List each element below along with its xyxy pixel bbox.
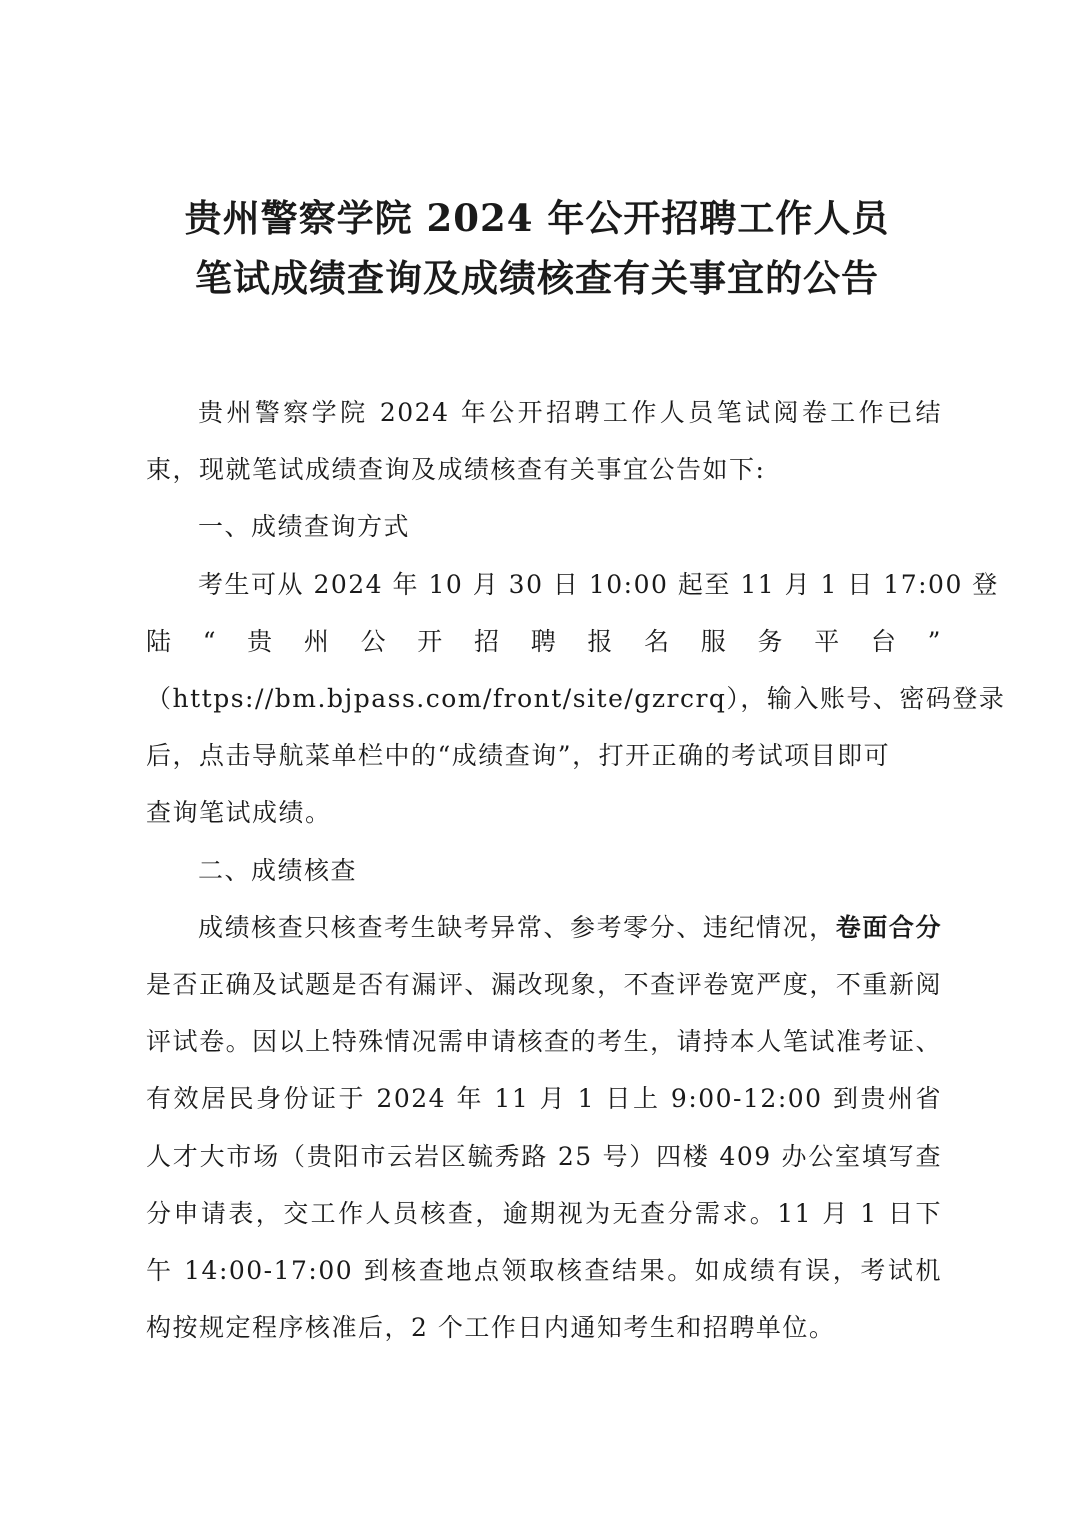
section1-line2-char: 州 [303, 626, 331, 656]
section1-line2-char: 聘 [530, 626, 558, 656]
section1-line2-char: ” [927, 626, 942, 656]
section1-line2 [146, 613, 942, 670]
document-body [146, 384, 1006, 1356]
section2-heading: 二、成绩核查 [198, 855, 358, 885]
section1-line2-char: 开 [417, 626, 444, 656]
section1-line3: （https://bm.bjpass.com/front/site/gzrcrq），输入账号、密码登录 [146, 684, 1006, 714]
section1-line2-char: 招 [473, 626, 501, 656]
section2-paragraph [146, 899, 942, 1357]
document-title-line1: 贵州警察学院 2024 年公开招聘工作人员 [184, 196, 890, 240]
section1-line2-char: 公 [360, 626, 388, 656]
section1-line4: 后，点击导航菜单栏中的“成绩查询”，打开正确的考试项目即可 [146, 741, 891, 771]
document-title-line2: 笔试成绩查询及成绩核查有关事宜的公告 [195, 256, 879, 300]
section1-line2-char: 务 [757, 626, 785, 656]
section1-line5: 查询笔试成绩。 [146, 798, 332, 828]
section1-line2-char: 台 [870, 626, 898, 656]
section2-text-start: 成绩核查只核查考生缺考异常、参考零分、违纪情况， [198, 912, 836, 942]
section1-paragraph [146, 556, 1006, 842]
section1-line2-char: 服 [700, 626, 728, 656]
section2-bold-text: 卷面合分 [835, 912, 942, 942]
section1-line2-char: “ [202, 626, 217, 656]
section2-text-end: 是否正确及试题是否有漏评、漏改现象，不查评卷宽严度，不重新阅评试卷。因以上特殊情况需申请核查的考生，请持本人笔试准考证、有效居民身份证于 2024 年 11 月 1 日上 9:00-12:00 到贵州省人才大市场（贵阳市云岩区毓秀路 25 号）四楼 409 办公室填写查分申请表，交工作人员核查，逾期视为无查分需求。11 月 1 日下午 14:00-17:00 到核查地点领取核查结果。如成绩有误，考试机构按规定程序核准后，2 个工作日内通知考生和招聘单位。 [146, 970, 942, 1343]
section1-line2-char: 平 [814, 626, 841, 656]
section1-line2-char: 名 [644, 626, 671, 656]
section1-line2-char: 报 [587, 626, 614, 656]
section1-line1: 考生可从 2024 年 10 月 30 日 10:00 起至 11 月 1 日 17:00 登 [198, 569, 999, 599]
section1-line2-char: 陆 [146, 626, 173, 656]
section1-line2-char: 贵 [247, 626, 274, 656]
intro-paragraph: 贵州警察学院 2024 年公开招聘工作人员笔试阅卷工作已结束，现就笔试成绩查询及成绩核查有关事宜公告如下: [146, 398, 942, 485]
section1-heading: 一、成绩查询方式 [198, 512, 411, 542]
